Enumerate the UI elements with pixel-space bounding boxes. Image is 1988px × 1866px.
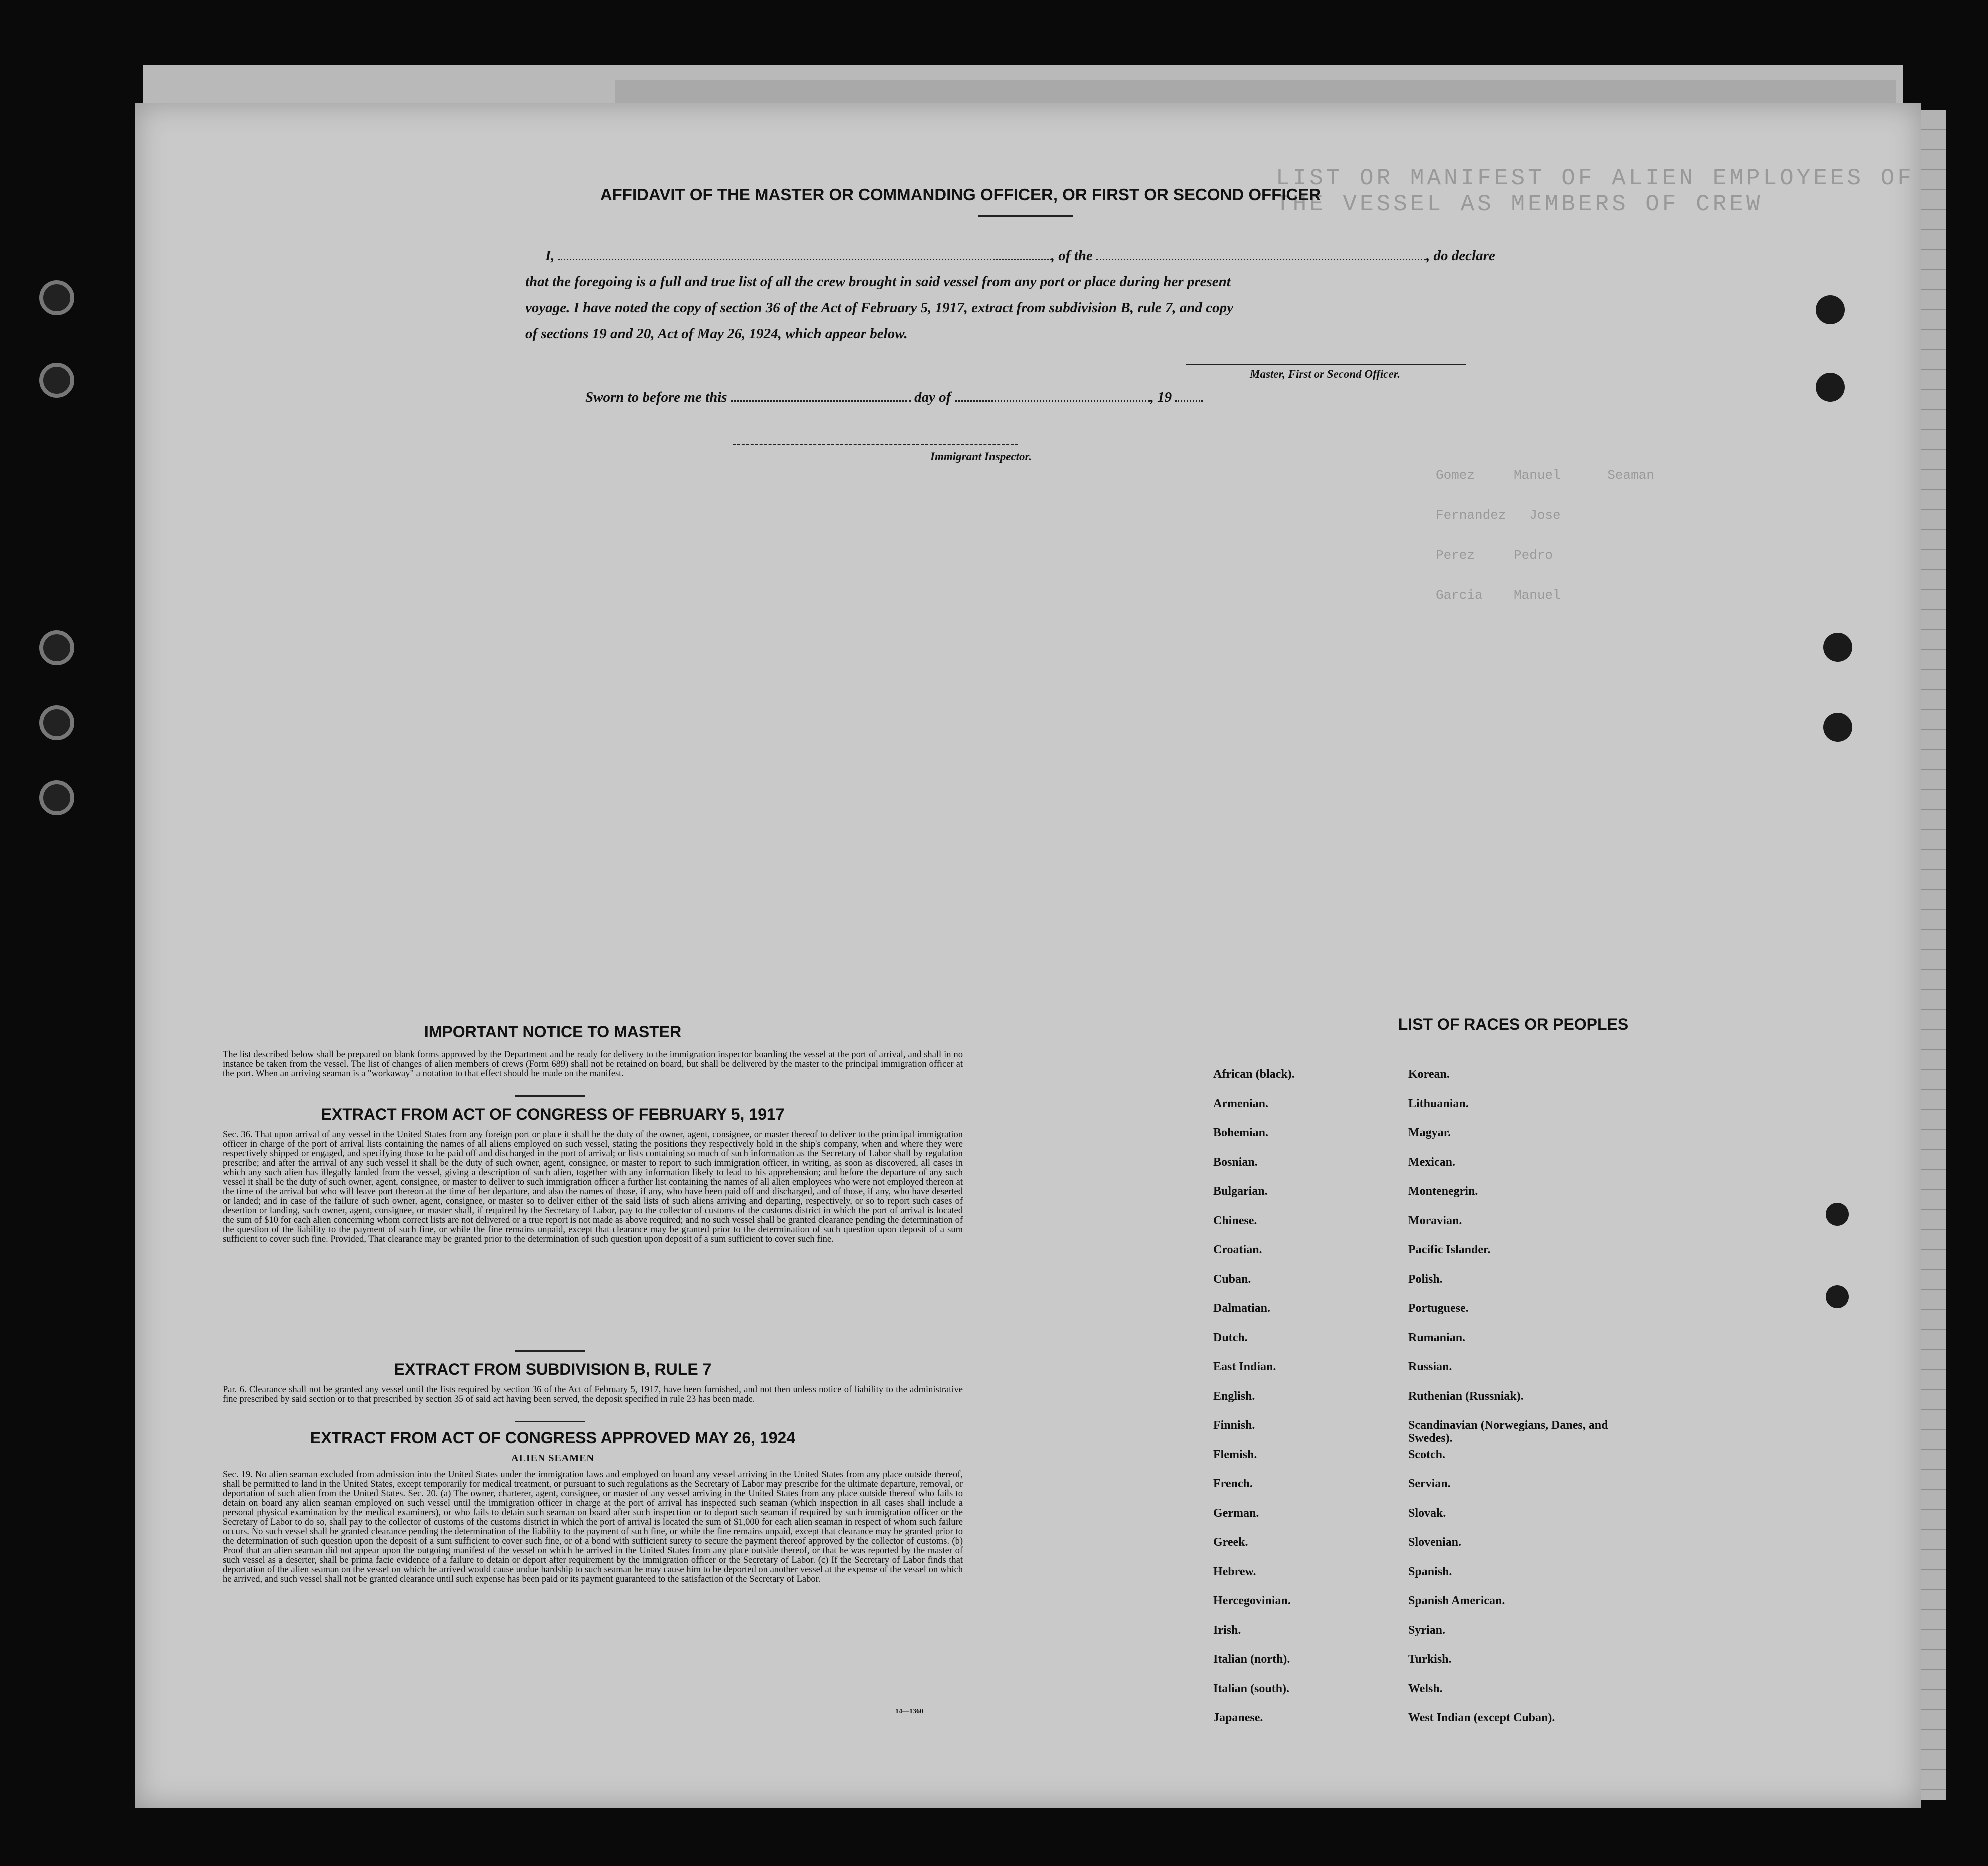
notice-title: IMPORTANT NOTICE TO MASTER <box>424 1023 682 1041</box>
race-item: Lithuanian. <box>1408 1097 1469 1110</box>
bleed-through-text: Perez Pedro <box>1436 548 1553 563</box>
race-item: Italian (south). <box>1213 1682 1290 1695</box>
extract-1924-subtitle: ALIEN SEAMEN <box>511 1453 594 1464</box>
punch-hole-icon <box>1826 1203 1849 1226</box>
title-underline <box>978 215 1073 217</box>
race-item: African (black). <box>1213 1068 1295 1081</box>
master-caption: Master, First or Second Officer. <box>1250 368 1401 380</box>
race-item: Scandinavian (Norwegians, Danes, and Swedes). <box>1408 1419 1608 1445</box>
inspector-signature-line[interactable] <box>733 444 1018 445</box>
race-item: Ruthenian (Russniak). <box>1408 1389 1524 1403</box>
race-item: German. <box>1213 1506 1259 1520</box>
race-item: Magyar. <box>1408 1126 1451 1139</box>
bleed-through-text: Fernandez Jose <box>1436 508 1561 523</box>
race-item: Chinese. <box>1213 1214 1257 1227</box>
race-item: Irish. <box>1213 1623 1241 1637</box>
race-item: Hercegovinian. <box>1213 1594 1291 1607</box>
master-name-field[interactable] <box>558 259 1051 260</box>
race-item: Greek. <box>1213 1536 1248 1549</box>
binder-hole-icon <box>39 363 74 398</box>
race-item: Bosnian. <box>1213 1155 1258 1169</box>
race-item: Korean. <box>1408 1068 1450 1081</box>
binder-hole-icon <box>39 705 74 740</box>
race-item: Spanish. <box>1408 1565 1452 1578</box>
race-item: Dalmatian. <box>1213 1302 1270 1315</box>
race-item: Japanese. <box>1213 1711 1263 1724</box>
master-signature-line[interactable] <box>1186 364 1466 365</box>
extract-rule7-title: EXTRACT FROM SUBDIVISION B, RULE 7 <box>394 1360 712 1378</box>
punch-hole-icon <box>1823 633 1852 662</box>
race-item: Italian (north). <box>1213 1653 1290 1666</box>
race-item: Slovenian. <box>1408 1536 1462 1549</box>
affidavit-line-1 <box>545 248 1495 264</box>
races-title: LIST OF RACES OR PEOPLES <box>1398 1015 1629 1033</box>
extract-1917-title: EXTRACT FROM ACT OF CONGRESS OF FEBRUARY 5, 1917 <box>321 1105 785 1123</box>
race-item: Slovak. <box>1408 1506 1446 1520</box>
race-item: Moravian. <box>1408 1214 1462 1227</box>
race-item: French. <box>1213 1477 1253 1490</box>
race-item: Armenian. <box>1213 1097 1268 1110</box>
race-item: Scotch. <box>1408 1448 1445 1461</box>
affidavit-i-label: I, <box>545 248 555 264</box>
extract-1924-title: EXTRACT FROM ACT OF CONGRESS APPROVED MAY 26, 1924 <box>310 1429 796 1447</box>
punch-hole-icon <box>1826 1285 1849 1308</box>
sworn-day-field[interactable] <box>731 400 911 402</box>
race-item: Dutch. <box>1213 1331 1248 1344</box>
race-item: Flemish. <box>1213 1448 1257 1461</box>
race-item: Pacific Islander. <box>1408 1243 1491 1256</box>
extract-rule7-text: Par. 6. Clearance shall not be granted any vessel until the lists required by section 36 of the Act of February 5, 1917, have been furnished, and not then unless notice of liability to the administrative fine prescribed by said section or to that prescribed by section 35 of said act having been served, the deposit specified in rule 23 has been made. <box>223 1385 963 1404</box>
manifest-page <box>135 103 1921 1808</box>
race-item: Montenegrin. <box>1408 1185 1478 1198</box>
affidavit-declare-label: , do declare <box>1426 248 1495 264</box>
race-item: Hebrew. <box>1213 1565 1256 1578</box>
race-item: Servian. <box>1408 1477 1451 1490</box>
race-item: Spanish American. <box>1408 1594 1505 1607</box>
sworn-month-field[interactable] <box>955 400 1150 402</box>
year-label: , 19 <box>1150 389 1172 405</box>
affidavit-line-3: voyage. I have noted the copy of section 36 of the Act of February 5, 1917, extract from subdivision B, rule 7, and copy <box>525 300 1233 316</box>
race-item: Rumanian. <box>1408 1331 1466 1344</box>
race-item: Cuban. <box>1213 1272 1251 1286</box>
race-item: English. <box>1213 1389 1255 1403</box>
race-item: Bohemian. <box>1213 1126 1269 1139</box>
races-right-column <box>1408 1068 1648 1741</box>
race-item: West Indian (except Cuban). <box>1408 1711 1555 1724</box>
punch-hole-icon <box>1823 713 1852 742</box>
bleed-through-text: Gomez Manuel Seaman <box>1436 468 1654 483</box>
sworn-label: Sworn to before me this <box>585 389 727 405</box>
extract-1917-text: Sec. 36. That upon arrival of any vessel in the United States from any foreign port or place it shall be the duty of the owner, agent, consignee, or master thereof to deliver to the principal immigration officer in charge of the port of arrival lists containing the names of all aliens employed on such vessel, stating the positions they respectively hold in the ship's company, when and where they were respectively shipped or engaged, and specifying those to be paid off and discharged in the port of arrival; or lists containing so much of such information as the Secretary of Labor shall by regulation prescribe; and after the arrival of any such vessel it shall be the duty of such owner, agent, consignee, or master to report to such immigration officer, in writing, as soon as discovered, all cases in which any such alien has illegally landed from the vessel, giving a description of such alien, together with any information likely to lead to his apprehension; and before the departure of any such vessel it shall be the duty of such owner, agent, consignee, or master to deliver to such immigration officer a further list containing the names of all alien employees who were not employed thereon at the time of the arrival but who will leave port thereon at the time of her departure, and also the names of those, if any, who have been paid off and discharged, and of those, if any, who have deserted or landed; and in case of the failure of such owner, agent, consignee, or master so to deliver either of the said lists of such aliens arriving and departing, respectively, or so to report such cases of desertion or landing, such owner, agent, consignee, or master shall, if required by the Secretary of Labor, pay to the collector of customs of the customs district in which the port of arrival is located the sum of $10 for each alien concerning whom correct lists are not delivered or a true report is not made as above required; and no such vessel shall be granted clearance pending the determination of the question of the liability to the payment of such fine, or while the fine remains unpaid, except that clearance may be granted prior to the determination of such question upon deposit of a sum sufficient to cover such fine. Provided, That clearance may be granted prior to the determination of such question upon deposit of a sum sufficient to cover such fine. <box>223 1130 963 1244</box>
race-item: Welsh. <box>1408 1682 1443 1695</box>
affidavit-line-4: of sections 19 and 20, Act of May 26, 1924, which appear below. <box>525 326 908 342</box>
race-item: Bulgarian. <box>1213 1185 1268 1198</box>
race-item: Syrian. <box>1408 1623 1446 1637</box>
affidavit-of-the-label: , of the <box>1051 248 1093 264</box>
race-item: East Indian. <box>1213 1360 1276 1373</box>
race-item: Russian. <box>1408 1360 1452 1373</box>
bleed-through-heading: LIST OR MANIFEST OF ALIEN EMPLOYEES OF THE VESSEL AS MEMBERS OF CREW <box>1276 165 1914 217</box>
day-of-label: day of <box>914 389 951 405</box>
notice-text: The list described below shall be prepared on blank forms approved by the Department and be ready for delivery to the immigration inspector boarding the vessel at the port of arrival, and shall in no instance be taken from the vessel. The list of changes of alien members of crews (Form 689) shall not be retained on board, but shall be delivered by the master to the principal immigration officer at the port. When an arriving seaman is a "workaway" a notation to that effect should be made on the manifest. <box>223 1050 963 1079</box>
race-item: Portuguese. <box>1408 1302 1469 1315</box>
punch-hole-icon <box>1816 373 1845 402</box>
binder-hole-icon <box>39 780 74 815</box>
race-item: Polish. <box>1408 1272 1443 1286</box>
bleed-through-text: Garcia Manuel <box>1436 588 1561 603</box>
race-item: Mexican. <box>1408 1155 1455 1169</box>
race-item: Finnish. <box>1213 1419 1255 1432</box>
races-left-column <box>1213 1068 1403 1741</box>
race-item: Turkish. <box>1408 1653 1452 1666</box>
vessel-name-field[interactable] <box>1096 259 1426 260</box>
inspector-caption: Immigrant Inspector. <box>930 450 1032 463</box>
section-divider <box>515 1350 585 1352</box>
form-number: 14—1360 <box>895 1708 923 1715</box>
section-divider <box>515 1421 585 1422</box>
sworn-year-field[interactable] <box>1175 400 1203 402</box>
extract-1924-text: Sec. 19. No alien seaman excluded from admission into the United States under the immigration laws and employed on board any vessel arriving in the United States from any place outside thereof, shall be permitted to land in the United States, except temporarily for medical treatment, or pursuant to such regulations as the Secretary of Labor may prescribe for the ultimate departure, removal, or deportation of such alien from the United States. Sec. 20. (a) The owner, charterer, agent, consignee, or master of any vessel arriving in the United States from any place outside thereof who fails to detain on board any alien seaman employed on such vessel until the immigration officer in charge at the port of arrival has inspected such seaman (which inspection in all cases shall include a personal physical examination by the medical examiners), or who fails to detain such seaman on board after such inspection or to deport such seaman if required by such immigration officer or the Secretary of Labor to do so, shall pay to the collector of customs of the customs district in which the port of arrival is located the sum of $1,000 for each alien seaman in respect of whom such failure occurs. No such vessel shall be granted clearance pending the determination of the liability to the payment of such fine, or while the fine remains unpaid, except that clearance may be granted prior to the determination of such question upon the deposit of a sum sufficient to cover such fine, or of a bond with sufficient surety to secure the payment thereof approved by the collector of customs. (b) Proof that an alien seaman did not appear upon the outgoing manifest of the vessel on which he arrived in the United States from any place outside thereof, or that he was reported by the master of such vessel as a deserter, shall be prima facie evidence of a failure to detain or deport after requirement by the immigration officer or the Secretary of Labor. (c) If the Secretary of Labor finds that deportation of the alien seaman on the vessel on which he arrived would cause undue hardship to such seaman he may cause him to be deported on another vessel at the expense of the vessel on which he arrived, and such vessel shall not be granted clearance until such expense has been paid or its payment guaranteed to the satisfaction of the Secretary of Labor. <box>223 1470 963 1584</box>
affidavit-title: AFFIDAVIT OF THE MASTER OR COMMANDING OFFICER, OR FIRST OR SECOND OFFICER <box>600 185 1321 204</box>
race-item: Croatian. <box>1213 1243 1262 1256</box>
section-divider <box>515 1095 585 1097</box>
affidavit-line-2: that the foregoing is a full and true list of all the crew brought in said vessel from any port or place during her present <box>525 274 1231 290</box>
binder-hole-icon <box>39 280 74 315</box>
punch-hole-icon <box>1816 295 1845 324</box>
binder-hole-icon <box>39 630 74 665</box>
sworn-line <box>585 389 1203 406</box>
